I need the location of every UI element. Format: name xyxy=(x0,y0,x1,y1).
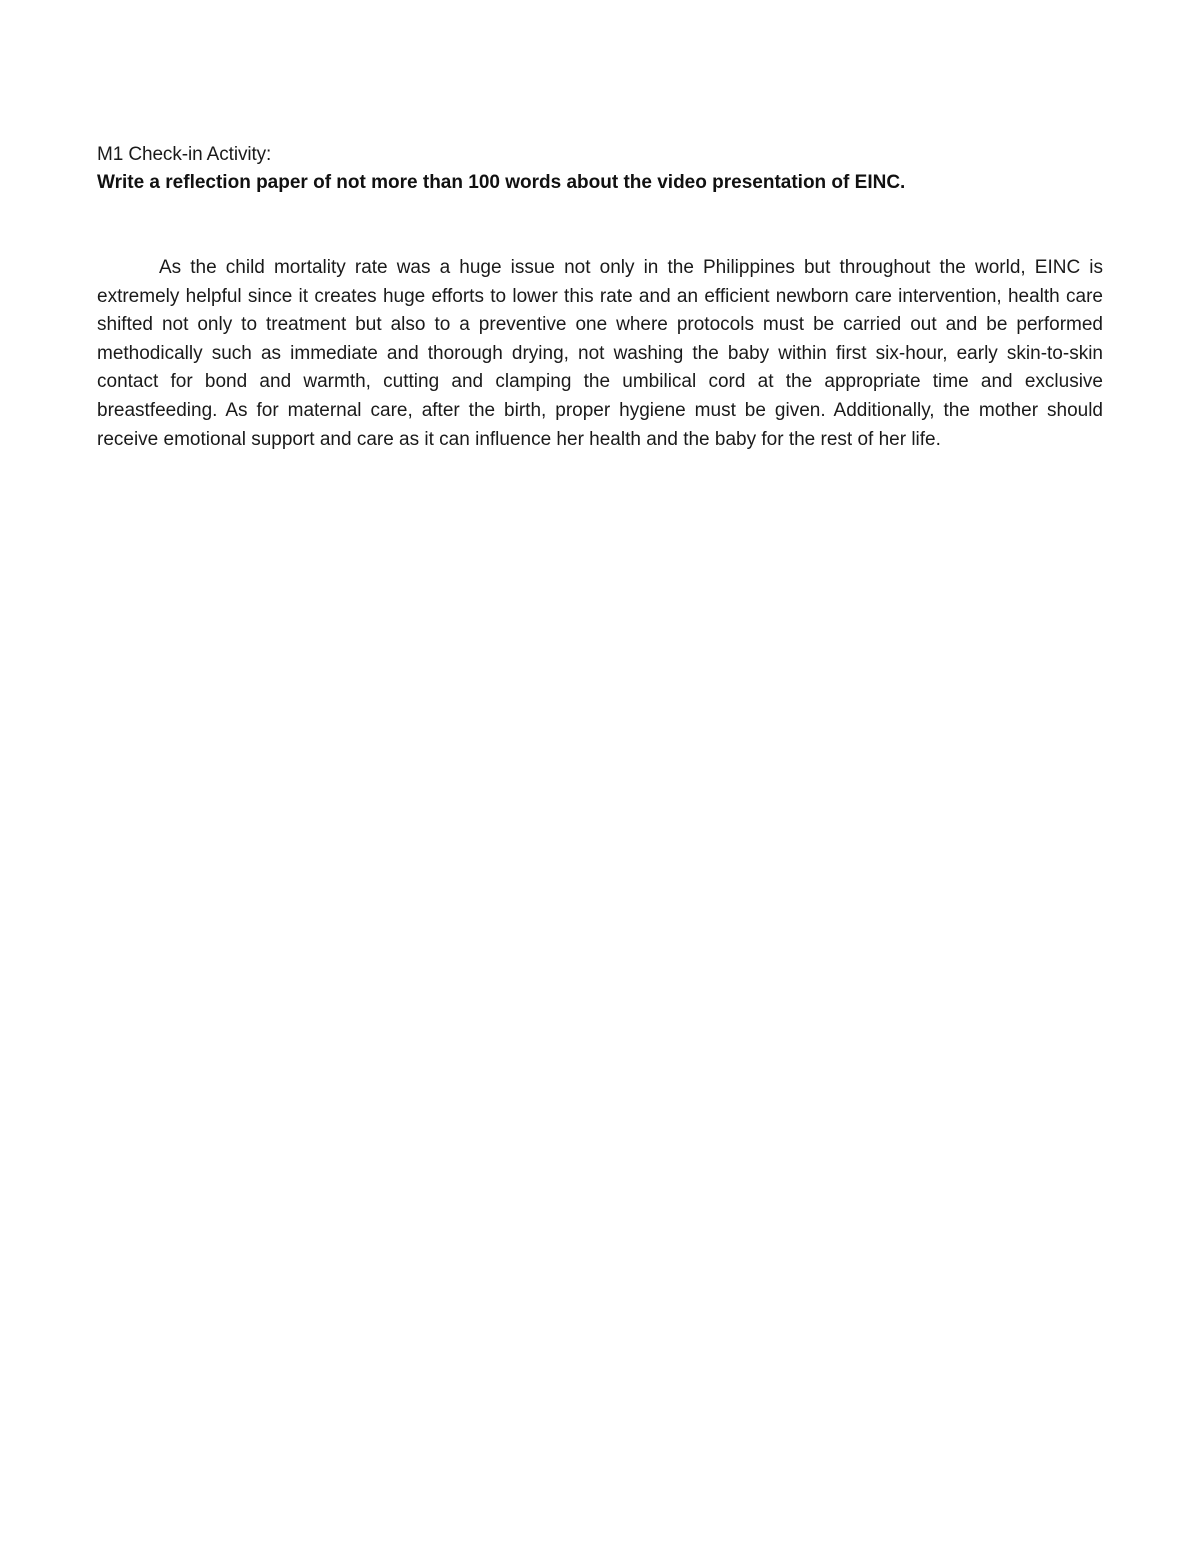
instruction-heading: Write a reflection paper of not more than 100 words about the video presentation of EINC. xyxy=(97,172,906,193)
reflection-paragraph: As the child mortality rate was a huge issue not only in the Philippines but throughout the world, EINC is extremely helpful since it creates huge efforts to lower this rate and an efficient newborn care intervention, health care shifted not only to treatment but also to a preventive one where protocols must be carried out and be performed methodically such as immediate and thorough drying, not washing the baby within first six-hour, early skin-to-skin contact for bond and warmth, cutting and clamping the umbilical cord at the appropriate time and exclusive breastfeeding. As for maternal care, after the birth, proper hygiene must be given. Additionally, the mother should receive emotional support and care as it can influence her health and the baby for the rest of her life. xyxy=(97,257,1103,450)
activity-label: M1 Check-in Activity: xyxy=(97,144,272,165)
document-content xyxy=(97,141,1103,454)
